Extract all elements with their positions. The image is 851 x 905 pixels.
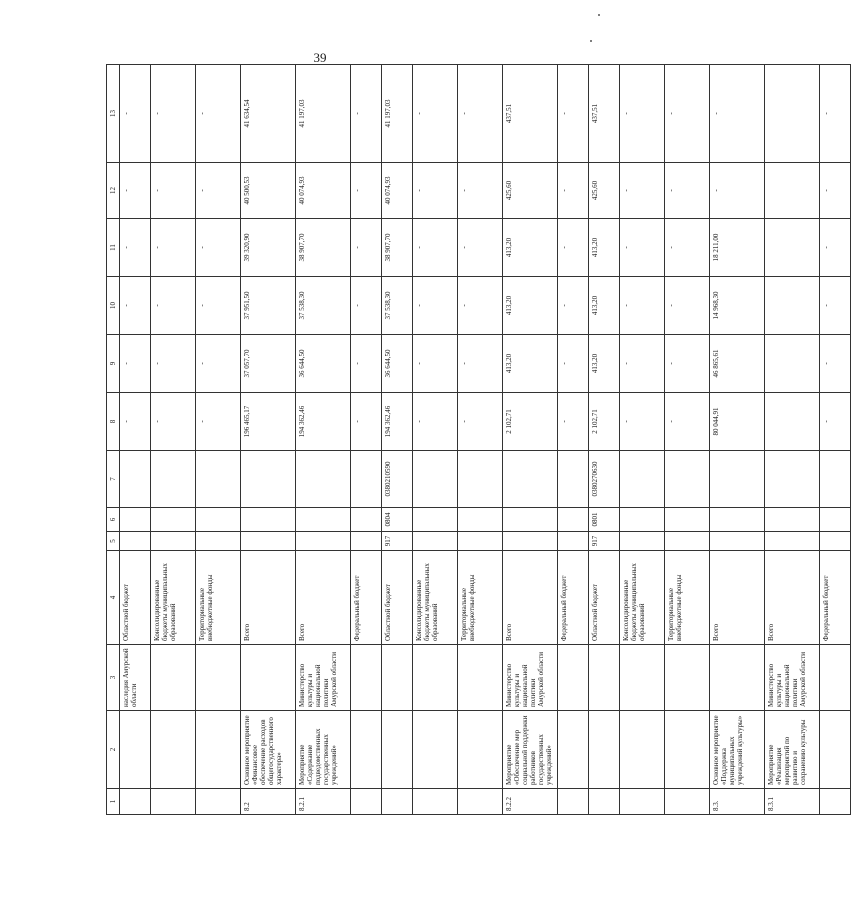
row-number bbox=[196, 789, 241, 815]
grbs-code bbox=[458, 532, 503, 551]
table-row bbox=[296, 65, 351, 815]
col-number: 6 bbox=[107, 508, 120, 532]
amount-2021: - bbox=[820, 277, 851, 335]
grbs-code bbox=[820, 532, 851, 551]
amount-2021: 14 968,30 bbox=[710, 277, 765, 335]
amount-2023: 425,60 bbox=[589, 163, 620, 219]
amount-2020: 413,20 bbox=[589, 335, 620, 393]
col-number: 7 bbox=[107, 451, 120, 508]
grbs-code bbox=[296, 532, 351, 551]
total-amount: - bbox=[196, 393, 241, 451]
total-amount bbox=[765, 393, 820, 451]
activity-name: Мероприятие «Содержание подведомственных государственных учреждений» bbox=[296, 711, 351, 789]
grbs-code: 917 bbox=[382, 532, 413, 551]
amount-2023: - bbox=[665, 163, 710, 219]
rzpr-code bbox=[413, 508, 458, 532]
grbs-code bbox=[413, 532, 458, 551]
total-amount: - bbox=[820, 393, 851, 451]
rzpr-code bbox=[503, 508, 558, 532]
amount-2023: - bbox=[620, 163, 665, 219]
row-number bbox=[620, 789, 665, 815]
table-row bbox=[765, 65, 820, 815]
amount-2024: - bbox=[196, 65, 241, 163]
rzpr-code bbox=[820, 508, 851, 532]
row-number: 8.3. bbox=[710, 789, 765, 815]
executor bbox=[413, 645, 458, 711]
amount-2020: 413,20 bbox=[503, 335, 558, 393]
funding-source: Областной бюджет bbox=[382, 551, 413, 645]
amount-2021: 413,20 bbox=[589, 277, 620, 335]
col-number: 12 bbox=[107, 163, 120, 219]
amount-2022: 413,20 bbox=[503, 219, 558, 277]
grbs-code bbox=[196, 532, 241, 551]
amount-2021: - bbox=[413, 277, 458, 335]
table-row bbox=[558, 65, 589, 815]
amount-2022: 18 211,00 bbox=[710, 219, 765, 277]
csr-code bbox=[620, 451, 665, 508]
amount-2023: - bbox=[351, 163, 382, 219]
amount-2023: 40 074,93 bbox=[296, 163, 351, 219]
amount-2024: - bbox=[558, 65, 589, 163]
csr-code bbox=[413, 451, 458, 508]
amount-2024: - bbox=[351, 65, 382, 163]
funding-source: Всего bbox=[241, 551, 296, 645]
csr-code bbox=[151, 451, 196, 508]
activity-name bbox=[620, 711, 665, 789]
funding-source: Федеральный бюджет bbox=[820, 551, 851, 645]
executor bbox=[589, 645, 620, 711]
amount-2020: 36 644,50 bbox=[296, 335, 351, 393]
rzpr-code: 0801 bbox=[589, 508, 620, 532]
amount-2021: - bbox=[458, 277, 503, 335]
amount-2020: - bbox=[558, 335, 589, 393]
grbs-code bbox=[120, 532, 151, 551]
col-number: 2 bbox=[107, 711, 120, 789]
rotated-table-wrapper bbox=[106, 65, 830, 815]
amount-2024: - bbox=[820, 65, 851, 163]
table-row bbox=[351, 65, 382, 815]
row-number bbox=[820, 789, 851, 815]
amount-2020: - bbox=[120, 335, 151, 393]
rzpr-code bbox=[296, 508, 351, 532]
total-amount: 2 102,71 bbox=[589, 393, 620, 451]
amount-2024: - bbox=[665, 65, 710, 163]
executor bbox=[241, 645, 296, 711]
amount-2023: - bbox=[151, 163, 196, 219]
amount-2022: - bbox=[351, 219, 382, 277]
executor bbox=[382, 645, 413, 711]
total-amount: 194 362,46 bbox=[296, 393, 351, 451]
funding-source: Федеральный бюджет bbox=[351, 551, 382, 645]
amount-2022: - bbox=[413, 219, 458, 277]
amount-2020: - bbox=[620, 335, 665, 393]
amount-2023: 40 500,53 bbox=[241, 163, 296, 219]
row-number bbox=[413, 789, 458, 815]
amount-2024: - bbox=[151, 65, 196, 163]
activity-name: Мероприятие «Обеспечение мер социальной поддержки работников государственных учреждений» bbox=[503, 711, 558, 789]
amount-2021: - bbox=[351, 277, 382, 335]
amount-2021: 37 538,30 bbox=[382, 277, 413, 335]
amount-2022: 38 907,70 bbox=[382, 219, 413, 277]
funding-source: Территориальные внебюджетные фонды bbox=[196, 551, 241, 645]
amount-2022: 39 320,90 bbox=[241, 219, 296, 277]
row-number bbox=[665, 789, 710, 815]
csr-code bbox=[120, 451, 151, 508]
amount-2023: - bbox=[196, 163, 241, 219]
executor: наследия Амурской области bbox=[120, 645, 151, 711]
grbs-code bbox=[710, 532, 765, 551]
amount-2023: 40 074,93 bbox=[382, 163, 413, 219]
table-row bbox=[620, 65, 665, 815]
activity-name bbox=[413, 711, 458, 789]
executor: Министерство культуры и национальной политики Амурской области bbox=[765, 645, 820, 711]
amount-2021: 37 951,50 bbox=[241, 277, 296, 335]
amount-2023: 425,60 bbox=[503, 163, 558, 219]
funding-source: Федеральный бюджет bbox=[558, 551, 589, 645]
amount-2020: - bbox=[196, 335, 241, 393]
amount-2021: 37 538,30 bbox=[296, 277, 351, 335]
table-row bbox=[458, 65, 503, 815]
executor bbox=[151, 645, 196, 711]
funding-source: Всего bbox=[503, 551, 558, 645]
table-row bbox=[241, 65, 296, 815]
csr-code bbox=[296, 451, 351, 508]
amount-2020 bbox=[765, 335, 820, 393]
total-amount: - bbox=[120, 393, 151, 451]
amount-2021: - bbox=[151, 277, 196, 335]
amount-2020: - bbox=[413, 335, 458, 393]
activity-name bbox=[458, 711, 503, 789]
total-amount: - bbox=[665, 393, 710, 451]
funding-source: Территориальные внебюджетные фонды bbox=[458, 551, 503, 645]
grbs-code bbox=[151, 532, 196, 551]
amount-2021: - bbox=[196, 277, 241, 335]
amount-2021: - bbox=[120, 277, 151, 335]
amount-2024: 41 634,54 bbox=[241, 65, 296, 163]
grbs-code bbox=[241, 532, 296, 551]
table-row bbox=[382, 65, 413, 815]
csr-code bbox=[503, 451, 558, 508]
amount-2022 bbox=[765, 219, 820, 277]
csr-code bbox=[351, 451, 382, 508]
row-number bbox=[151, 789, 196, 815]
table-row bbox=[151, 65, 196, 815]
executor bbox=[710, 645, 765, 711]
amount-2020: - bbox=[458, 335, 503, 393]
executor bbox=[665, 645, 710, 711]
executor bbox=[620, 645, 665, 711]
row-number bbox=[120, 789, 151, 815]
total-amount: 196 465,17 bbox=[241, 393, 296, 451]
col-number: 11 bbox=[107, 219, 120, 277]
budget-table bbox=[106, 64, 851, 815]
grbs-code bbox=[351, 532, 382, 551]
executor bbox=[351, 645, 382, 711]
executor bbox=[458, 645, 503, 711]
csr-code bbox=[241, 451, 296, 508]
total-amount: - bbox=[558, 393, 589, 451]
amount-2023: - bbox=[413, 163, 458, 219]
funding-source: Областной бюджет bbox=[120, 551, 151, 645]
amount-2021 bbox=[765, 277, 820, 335]
table-row bbox=[710, 65, 765, 815]
rzpr-code bbox=[558, 508, 589, 532]
amount-2022: - bbox=[458, 219, 503, 277]
activity-name bbox=[665, 711, 710, 789]
grbs-code bbox=[558, 532, 589, 551]
row-number bbox=[558, 789, 589, 815]
row-number bbox=[589, 789, 620, 815]
rzpr-code bbox=[120, 508, 151, 532]
grbs-code bbox=[665, 532, 710, 551]
activity-name bbox=[820, 711, 851, 789]
csr-code bbox=[458, 451, 503, 508]
activity-name bbox=[151, 711, 196, 789]
grbs-code bbox=[503, 532, 558, 551]
funding-source: Консолидированные бюджеты муниципальных образований bbox=[413, 551, 458, 645]
amount-2023: - bbox=[820, 163, 851, 219]
amount-2022: - bbox=[120, 219, 151, 277]
row-number: 8.2 bbox=[241, 789, 296, 815]
amount-2020: - bbox=[151, 335, 196, 393]
csr-code bbox=[765, 451, 820, 508]
rzpr-code bbox=[151, 508, 196, 532]
row-number bbox=[382, 789, 413, 815]
funding-source: Всего bbox=[765, 551, 820, 645]
amount-2024: 437,51 bbox=[589, 65, 620, 163]
total-amount: 2 102,71 bbox=[503, 393, 558, 451]
table-row bbox=[503, 65, 558, 815]
amount-2020: - bbox=[665, 335, 710, 393]
amount-2022: - bbox=[820, 219, 851, 277]
total-amount: - bbox=[458, 393, 503, 451]
amount-2023: - bbox=[558, 163, 589, 219]
amount-2023 bbox=[765, 163, 820, 219]
row-number: 8.2.1 bbox=[296, 789, 351, 815]
total-amount: 194 362,46 bbox=[382, 393, 413, 451]
funding-source: Консолидированные бюджеты муниципальных образований bbox=[620, 551, 665, 645]
total-amount: - bbox=[620, 393, 665, 451]
amount-2020: - bbox=[351, 335, 382, 393]
csr-code bbox=[196, 451, 241, 508]
activity-name bbox=[351, 711, 382, 789]
csr-code bbox=[558, 451, 589, 508]
amount-2024 bbox=[765, 65, 820, 163]
total-amount: - bbox=[413, 393, 458, 451]
grbs-code bbox=[620, 532, 665, 551]
amount-2024: 437,51 bbox=[503, 65, 558, 163]
amount-2022: - bbox=[151, 219, 196, 277]
csr-code: 0380210590 bbox=[382, 451, 413, 508]
amount-2021: - bbox=[558, 277, 589, 335]
rzpr-code bbox=[458, 508, 503, 532]
row-number: 8.2.2 bbox=[503, 789, 558, 815]
grbs-code bbox=[765, 532, 820, 551]
amount-2023: - bbox=[710, 163, 765, 219]
column-number-row bbox=[107, 65, 120, 815]
rzpr-code: 0804 bbox=[382, 508, 413, 532]
executor bbox=[558, 645, 589, 711]
amount-2020: 37 057,70 bbox=[241, 335, 296, 393]
rzpr-code bbox=[765, 508, 820, 532]
rzpr-code bbox=[351, 508, 382, 532]
funding-source: Консолидированные бюджеты муниципальных образований bbox=[151, 551, 196, 645]
table-row bbox=[413, 65, 458, 815]
amount-2020: 46 865,61 bbox=[710, 335, 765, 393]
table-row bbox=[120, 65, 151, 815]
activity-name bbox=[558, 711, 589, 789]
amount-2024: - bbox=[458, 65, 503, 163]
amount-2023: - bbox=[120, 163, 151, 219]
amount-2024: 41 197,03 bbox=[382, 65, 413, 163]
amount-2022: 413,20 bbox=[589, 219, 620, 277]
amount-2022: - bbox=[620, 219, 665, 277]
table-row bbox=[589, 65, 620, 815]
row-number bbox=[351, 789, 382, 815]
rzpr-code bbox=[620, 508, 665, 532]
amount-2022: 38 907,70 bbox=[296, 219, 351, 277]
amount-2021: - bbox=[665, 277, 710, 335]
funding-source: Областной бюджет bbox=[589, 551, 620, 645]
rzpr-code bbox=[196, 508, 241, 532]
funding-source: Всего bbox=[710, 551, 765, 645]
amount-2024: - bbox=[620, 65, 665, 163]
amount-2024: - bbox=[710, 65, 765, 163]
executor: Министерство культуры и национальной политики Амурской области bbox=[503, 645, 558, 711]
executor: Министерство культуры и национальной политики Амурской области bbox=[296, 645, 351, 711]
csr-code bbox=[820, 451, 851, 508]
amount-2021: 413,20 bbox=[503, 277, 558, 335]
rzpr-code bbox=[665, 508, 710, 532]
activity-name: Основное мероприятие «Поддержка муниципальных учреждений культуры» bbox=[710, 711, 765, 789]
executor bbox=[820, 645, 851, 711]
table-row bbox=[820, 65, 851, 815]
activity-name bbox=[120, 711, 151, 789]
total-amount: - bbox=[351, 393, 382, 451]
col-number: 9 bbox=[107, 335, 120, 393]
amount-2024: - bbox=[413, 65, 458, 163]
activity-name: Основное мероприятие «Финансовое обеспечение расходов общегосударственного характера» bbox=[241, 711, 296, 789]
rotated-sheet bbox=[106, 65, 830, 815]
amount-2020: 36 644,50 bbox=[382, 335, 413, 393]
row-number: 8.3.1 bbox=[765, 789, 820, 815]
scan-speck bbox=[590, 40, 592, 42]
table-row bbox=[665, 65, 710, 815]
amount-2023: - bbox=[458, 163, 503, 219]
table-row bbox=[196, 65, 241, 815]
csr-code bbox=[710, 451, 765, 508]
amount-2022: - bbox=[665, 219, 710, 277]
csr-code bbox=[665, 451, 710, 508]
activity-name bbox=[589, 711, 620, 789]
funding-source: Территориальные внебюджетные фонды bbox=[665, 551, 710, 645]
col-number: 4 bbox=[107, 551, 120, 645]
amount-2022: - bbox=[196, 219, 241, 277]
col-number: 5 bbox=[107, 532, 120, 551]
scan-speck bbox=[598, 14, 600, 16]
col-number: 8 bbox=[107, 393, 120, 451]
amount-2020: - bbox=[820, 335, 851, 393]
rzpr-code bbox=[710, 508, 765, 532]
amount-2024: 41 197,03 bbox=[296, 65, 351, 163]
row-number bbox=[458, 789, 503, 815]
activity-name bbox=[382, 711, 413, 789]
total-amount: - bbox=[151, 393, 196, 451]
csr-code: 0380270630 bbox=[589, 451, 620, 508]
funding-source: Всего bbox=[296, 551, 351, 645]
amount-2021: - bbox=[620, 277, 665, 335]
col-number: 1 bbox=[107, 789, 120, 815]
page-number: 39 bbox=[313, 50, 327, 65]
grbs-code: 917 bbox=[589, 532, 620, 551]
col-number: 3 bbox=[107, 645, 120, 711]
col-number: 10 bbox=[107, 277, 120, 335]
executor bbox=[196, 645, 241, 711]
activity-name: Мероприятие «Реализация мероприятий по развитию и сохранению культуры bbox=[765, 711, 820, 789]
amount-2022: - bbox=[558, 219, 589, 277]
rzpr-code bbox=[241, 508, 296, 532]
total-amount: 80 044,91 bbox=[710, 393, 765, 451]
amount-2024: - bbox=[120, 65, 151, 163]
activity-name bbox=[196, 711, 241, 789]
col-number: 13 bbox=[107, 65, 120, 163]
